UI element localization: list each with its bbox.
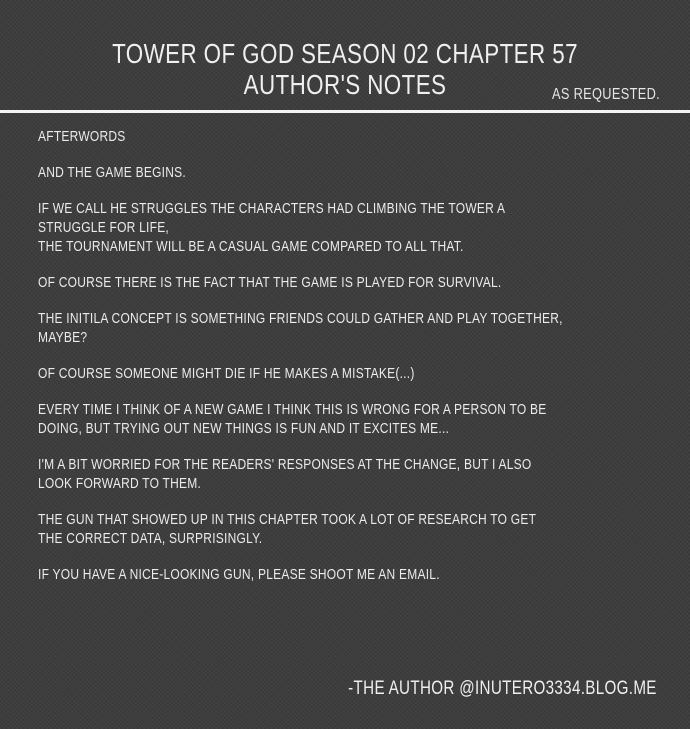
paragraph-line: THE CORRECT DATA, SURPRISINGLY. <box>38 530 263 547</box>
header <box>0 0 690 100</box>
paragraph-line: DOING, BUT TRYING OUT NEW THINGS IS FUN AND IT EXCITES ME... <box>38 420 450 437</box>
paragraph <box>38 273 666 292</box>
paragraph-line: THE TOURNAMENT WILL BE A CASUAL GAME COMPARED TO ALL THAT. <box>38 238 464 255</box>
paragraph-line: IF WE CALL HE STRUGGLES THE CHARACTERS HAD CLIMBING THE TOWER A <box>38 200 506 217</box>
notes-body <box>0 113 690 584</box>
page-subtitle: AUTHOR'S NOTES <box>243 69 447 100</box>
paragraph <box>38 309 666 347</box>
paragraph-line: AFTERWORDS <box>38 128 126 145</box>
paragraph-line: AND THE GAME BEGINS. <box>38 164 186 181</box>
as-requested-note: AS REQUESTED. <box>551 86 660 103</box>
paragraph-line: MAYBE? <box>38 329 88 346</box>
paragraph <box>38 199 666 256</box>
paragraph <box>38 455 666 493</box>
paragraph <box>38 510 666 548</box>
paragraph-line: THE INITILA CONCEPT IS SOMETHING FRIENDS COULD GATHER AND PLAY TOGETHER, <box>38 310 563 327</box>
paragraph-line: I'M A BIT WORRIED FOR THE READERS' RESPONSES AT THE CHANGE, BUT I ALSO <box>38 456 532 473</box>
paragraph-line: LOOK FORWARD TO THEM. <box>38 475 202 492</box>
paragraph-line: THE GUN THAT SHOWED UP IN THIS CHAPTER TOOK A LOT OF RESEARCH TO GET <box>38 511 537 528</box>
page-title: TOWER OF GOD SEASON 02 CHAPTER 57 <box>112 38 578 69</box>
paragraph <box>38 400 666 438</box>
author-signature: -THE AUTHOR @INUTERO3334.BLOG.ME <box>348 678 657 699</box>
paragraph <box>38 127 666 146</box>
paragraph-line: IF YOU HAVE A NICE-LOOKING GUN, PLEASE SHOOT ME AN EMAIL. <box>38 566 440 583</box>
paragraph-line: OF COURSE SOMEONE MIGHT DIE IF HE MAKES A MISTAKE(...) <box>38 365 415 382</box>
paragraph-line: EVERY TIME I THINK OF A NEW GAME I THINK THIS IS WRONG FOR A PERSON TO BE <box>38 401 547 418</box>
paragraph <box>38 364 666 383</box>
paragraph-line: STRUGGLE FOR LIFE, <box>38 219 170 236</box>
paragraph <box>38 565 666 584</box>
paragraph <box>38 163 666 182</box>
paragraph-line: OF COURSE THERE IS THE FACT THAT THE GAME IS PLAYED FOR SURVIVAL. <box>38 274 502 291</box>
